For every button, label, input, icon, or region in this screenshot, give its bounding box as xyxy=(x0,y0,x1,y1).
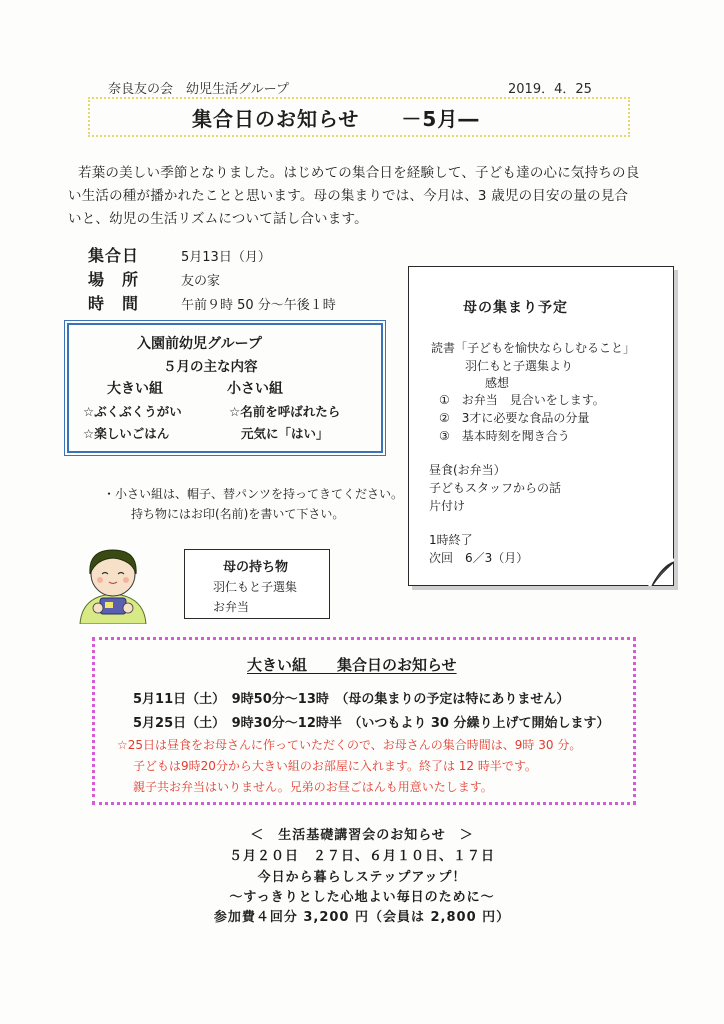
date-label: 集合日 xyxy=(88,246,140,265)
intro-line-1: 若葉の美しい季節となりました。はじめての集合日を経験して、子ども達の心に気持ちの良 xyxy=(78,165,640,181)
big-group-remark-2: 子どもは9時20分から大きい組のお部屋に入れます。終了は 12 時半です。 xyxy=(133,759,537,773)
group-box-title: 入園前幼児グループ xyxy=(137,336,262,352)
mother-items-title: 母の持ち物 xyxy=(223,560,289,575)
plan-item-2: ② 3才に必要な食品の分量 xyxy=(439,411,590,425)
big-group-remark-1: ☆25日は昼食をお母さんに作っていただくので、お母さんの集合時間は、9時 30 分。 xyxy=(117,738,582,752)
big-group-date-1: 5月11日（土） 9時50分～13時 （母の集まりの予定は特にありません） xyxy=(133,692,570,707)
organization-name: 奈良友の会 幼児生活グループ xyxy=(108,82,289,97)
lecture-tagline-1: 今日から暮らしステップアップ！ xyxy=(257,870,467,885)
date-value: 5月13日（月） xyxy=(181,250,271,265)
place-label: 場 所 xyxy=(88,270,140,289)
lecture-dates: ５月２０日 ２７日、６月１０日、１７日 xyxy=(228,849,495,864)
intro-line-3: いと、幼児の生活リズムについて話し合います。 xyxy=(68,211,368,227)
big-group-notice-box xyxy=(92,637,636,805)
plan-staff-talk: 子どもスタッフからの話 xyxy=(429,481,562,495)
page-curl-icon xyxy=(648,558,674,586)
title-frame xyxy=(88,97,630,137)
plan-end-time: 1時終了 xyxy=(429,533,473,547)
small-group-item-1: ☆名前を呼ばれたら xyxy=(229,404,341,419)
big-group-date-2: 5月25日（土） 9時30分～12時半 （いつもより 30 分繰り上げて開始します） xyxy=(133,716,610,731)
plan-reading-source: 羽仁もと子選集より xyxy=(465,359,574,373)
mothers-meeting-plan xyxy=(408,266,674,586)
plan-next-date: 次回 6／3（月） xyxy=(429,551,529,565)
plan-item-3: ③ 基本時刻を聞き合う xyxy=(439,429,570,443)
big-group-item-1: ☆ぶくぶくうがい xyxy=(83,404,182,419)
issue-date: 2019．4．25 xyxy=(508,82,592,97)
time-label: 時 間 xyxy=(88,294,140,313)
lecture-fee: 参加費４回分 3,200 円（会員は 2,800 円） xyxy=(213,910,511,925)
group-content-box xyxy=(67,323,383,453)
page-title: 集合日のお知らせ －5月― xyxy=(192,107,480,131)
child-eating-illustration xyxy=(72,544,154,624)
lecture-title: ＜ 生活基礎講習会のお知らせ ＞ xyxy=(250,828,474,843)
small-group-label: 小さい組 xyxy=(227,381,283,397)
mother-belongings-box xyxy=(184,549,330,619)
big-group-item-2: ☆楽しいごはん xyxy=(83,426,170,441)
small-group-item-2: 元気に「はい」 xyxy=(241,426,329,441)
mother-item-1: 羽仁もと子選集 xyxy=(213,580,298,594)
note-name-marks: 持ち物にはお印(名前)を書いて下さい。 xyxy=(131,507,345,521)
group-box-subtitle: ５月の主な内容 xyxy=(163,359,258,375)
big-group-notice-title: 大きい組 集合日のお知らせ xyxy=(247,656,457,674)
plan-cleanup: 片付け xyxy=(429,499,466,513)
place-value: 友の家 xyxy=(181,274,221,289)
note-small-group: ・小さい組は、帽子、替パンツを持ってきてください。 xyxy=(103,487,404,501)
mother-item-2: お弁当 xyxy=(213,600,250,614)
plan-reading: 読書「子どもを愉快ならしむること」 xyxy=(431,341,636,355)
time-value: 午前９時 50 分～午後１時 xyxy=(181,298,336,313)
plan-impressions: 感想 xyxy=(485,376,510,390)
plan-title: 母の集まり予定 xyxy=(463,300,568,316)
big-group-remark-3: 親子共お弁当はいりません。兄弟のお昼ごはんも用意いたします。 xyxy=(133,780,493,794)
lecture-tagline-2: ～すっきりとした心地よい毎日のために～ xyxy=(229,890,495,905)
big-group-label: 大きい組 xyxy=(107,381,163,397)
plan-item-1: ① お弁当 見合いをします。 xyxy=(439,393,605,407)
plan-lunch: 昼食(お弁当） xyxy=(429,463,506,477)
intro-line-2: い生活の種が播かれたことと思います。母の集まりでは、今月は、3 歳児の目安の量の見合 xyxy=(68,188,629,204)
